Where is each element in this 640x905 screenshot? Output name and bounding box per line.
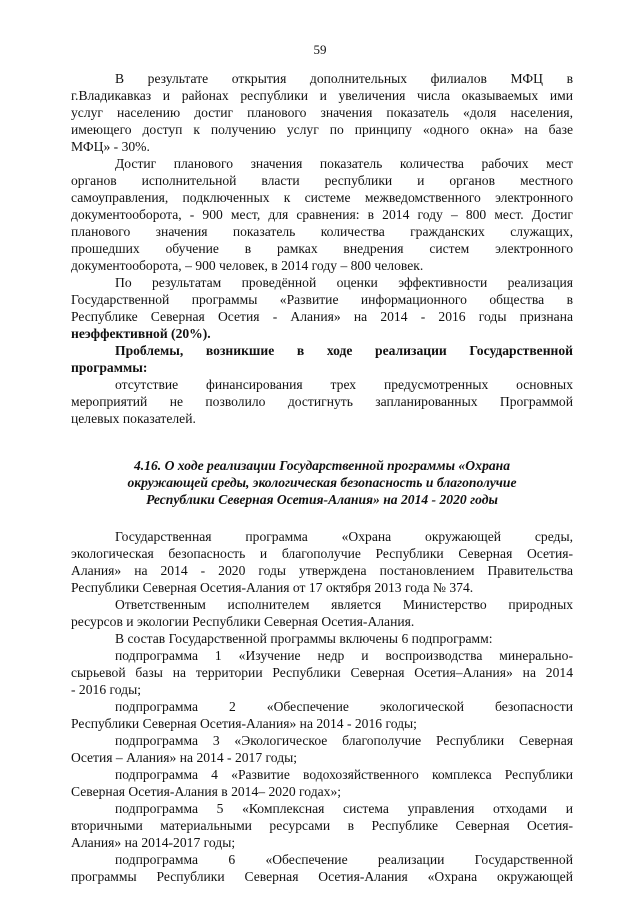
paragraph-workplaces bbox=[71, 155, 573, 274]
paragraph-evaluation bbox=[71, 274, 573, 342]
text-line: Государственная программа «Охрана окружающей среды, bbox=[115, 529, 573, 544]
text-line: вторичными материальными ресурсами в Республике Северная Осетия- bbox=[71, 818, 573, 833]
paragraph-subprogram-1 bbox=[71, 647, 573, 698]
paragraph-responsible bbox=[71, 596, 573, 630]
text-line: Алания» на 2014-2017 годы; bbox=[71, 835, 236, 850]
page-content bbox=[71, 70, 573, 885]
text-line: услуг населению достиг планового значения показатель «доля населения, bbox=[71, 105, 573, 120]
text-line: Осетия – Алания» на 2014 - 2017 годы; bbox=[71, 750, 298, 765]
paragraph-subprogram-5 bbox=[71, 800, 573, 851]
text-line: подпрограмма 2 «Обеспечение экологической безопасности bbox=[115, 699, 573, 714]
text-line: целевых показателей. bbox=[71, 411, 196, 426]
text-line: подпрограмма 5 «Комплексная система управления отходами и bbox=[115, 801, 573, 816]
text-line: В состав Государственной программы включены 6 подпрограмм: bbox=[115, 631, 493, 646]
text-line: Достиг планового значения показатель количества рабочих мест bbox=[115, 156, 573, 171]
text-line: МФЦ» - 30%. bbox=[71, 139, 150, 154]
heading-line: окружающей среды, экологическая безопасность и благополучие bbox=[127, 475, 517, 490]
text-line: самоуправления, подключенных к системе межведомственного электронного bbox=[71, 190, 573, 205]
text-line: Алания» на 2014 - 2020 годы утверждена постановлением Правительства bbox=[71, 563, 573, 578]
text-line: планового значения показатель количества гражданских служащих, bbox=[71, 224, 573, 239]
text-line: отсутствие финансирования трех предусмотренных основных bbox=[115, 377, 573, 392]
text-line: мероприятий не позволило достигнуть запланированных Программой bbox=[71, 394, 573, 409]
paragraph-subprograms-intro bbox=[71, 630, 573, 647]
text-line: подпрограмма 1 «Изучение недр и воспроизводства минерально- bbox=[115, 648, 573, 663]
paragraph-program-approval bbox=[71, 528, 573, 596]
text-line: Государственной программы «Развитие информационного общества в bbox=[71, 292, 573, 307]
text-line: программы Республики Северная Осетия-Алания «Охрана окружающей bbox=[71, 869, 573, 884]
text-line: подпрограмма 4 «Развитие водохозяйственного комплекса Республики bbox=[115, 767, 573, 782]
paragraph-mfc bbox=[71, 70, 573, 155]
page-number: 59 bbox=[313, 42, 327, 57]
text-line: сырьевой базы на территории Республики Северная Осетия–Алания» на 2014 bbox=[71, 665, 573, 680]
paragraph-subprogram-4 bbox=[71, 766, 573, 800]
text-line: Республики Северная Осетия-Алания» на 2014 - 2016 годы; bbox=[71, 716, 417, 731]
paragraph-subprogram-2 bbox=[71, 698, 573, 732]
text-line: Республики Северная Осетия-Алания от 17 октября 2013 года № 374. bbox=[71, 580, 474, 595]
text-line: В результате открытия дополнительных филиалов МФЦ в bbox=[115, 71, 573, 86]
text-line-bold: неэффективной (20%). bbox=[71, 326, 211, 341]
heading-line: 4.16. О ходе реализации Государственной программы «Охрана bbox=[133, 458, 511, 473]
paragraph-problems bbox=[71, 376, 573, 427]
text-line: Проблемы, возникшие в ходе реализации Государственной bbox=[115, 343, 573, 358]
text-line: документооборота, – 900 человек, в 2014 году – 800 человек. bbox=[71, 258, 424, 273]
text-line: подпрограмма 6 «Обеспечение реализации Государственной bbox=[115, 852, 573, 867]
section-heading bbox=[71, 457, 573, 508]
text-line: документооборота, - 900 мест, для сравнения: в 2014 году – 800 мест. Достиг bbox=[71, 207, 573, 222]
text-line: имеющего доступ к получению услуг по принципу «одного окна» на базе bbox=[71, 122, 573, 137]
text-line: По результатам проведённой оценки эффективности реализация bbox=[115, 275, 573, 290]
paragraph-subprogram-6 bbox=[71, 851, 573, 885]
text-line: ресурсов и экологии Республики Северная Осетия-Алания. bbox=[71, 614, 415, 629]
text-line: подпрограмма 3 «Экологическое благополучие Республики Северная bbox=[115, 733, 573, 748]
text-line: прошедших обучение в рамках внедрения систем электронного bbox=[71, 241, 573, 256]
paragraph-subprogram-3 bbox=[71, 732, 573, 766]
text-line: г.Владикавказ и районах республики и увеличения числа оказываемых ими bbox=[71, 88, 573, 103]
text-line: - 2016 годы; bbox=[71, 682, 141, 697]
text-line: Северная Осетия-Алания в 2014– 2020 годах»; bbox=[71, 784, 342, 799]
text-line: программы: bbox=[71, 360, 148, 375]
text-line: Республике Северная Осетия - Алания» на 2014 - 2016 годы признана bbox=[71, 309, 573, 324]
heading-line: Республики Северная Осетия-Алания» на 2014 - 2020 годы bbox=[146, 492, 498, 507]
paragraph-problems-title bbox=[71, 342, 573, 376]
text-line: органов исполнительной власти республики и органов местного bbox=[71, 173, 573, 188]
text-line: экологическая безопасность и благополучие Республики Северная Осетия- bbox=[71, 546, 573, 561]
text-line: Ответственным исполнителем является Министерство природных bbox=[115, 597, 573, 612]
